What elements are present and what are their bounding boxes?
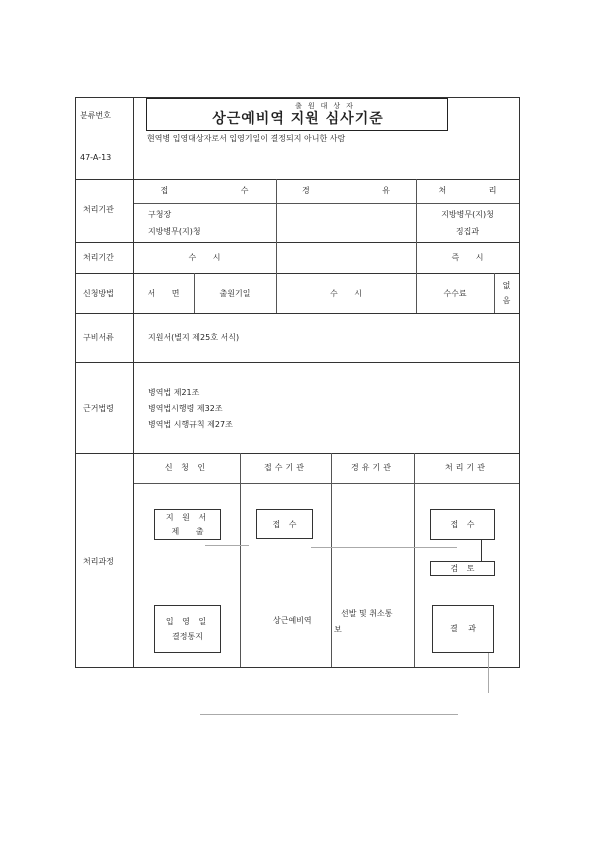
label-column-divider [133,97,134,668]
row-divider-documents [75,313,520,314]
flow-line-1 [205,545,249,546]
period-process: 즉 시 [451,253,484,262]
flow-line-3 [488,653,489,693]
authority-col-via: 경 유 [302,186,390,195]
legal-item: 병역법 제21조 [148,388,200,397]
method-when-value: 수 시 [330,289,362,298]
legal-item: 병역법시행령 제32조 [148,404,223,413]
review-box-label: 검 토 [450,564,475,573]
documents-value: 지원서(별지 제25호 서식) [148,333,240,342]
flow-line-2 [311,547,457,548]
row-divider-process [75,453,520,454]
page-title: 상근예비역 지원 심사기준 [212,111,384,127]
method-fee-label: 수수료 [443,289,467,298]
process-col-divider-1 [240,453,241,667]
notice-box-line2: 결정통지 [172,632,203,641]
authority-col-receive: 접 수 [160,186,249,195]
result-box [432,605,494,653]
via-note-line2: 보 [334,625,342,634]
submit-box-line2: 제 출 [171,527,204,536]
table-left-border [75,97,76,668]
processor-receive-label: 접 수 [450,520,475,529]
receive-authority-1: 구청장 [148,210,172,219]
table-right-border [519,97,520,668]
row-divider-process-header [133,483,520,484]
method-when-label: 출원기일 [219,289,251,298]
process-col-receiver: 접수기관 [264,463,307,472]
subject-text: 현역병 입영대상자로서 입영기일이 결정되지 아니한 사람 [147,134,346,143]
notice-box [154,605,221,653]
title-box [146,98,448,131]
title-ruby: 출원대상자 [295,102,359,110]
classification-code: 47-A-13 [80,153,112,162]
legal-row-label: 근거법령 [83,404,114,413]
method-fee-value-1: 없 [502,281,511,290]
legal-item: 병역법 시행규칙 제27조 [148,420,233,429]
submit-box-line1: 지 원 서 [165,513,210,522]
classification-label: 분류번호 [80,111,111,120]
result-box-label: 결 과 [450,624,476,633]
receive-box [256,509,313,539]
receive-authority-2: 지방병무(지)청 [148,227,201,236]
flow-line-4 [200,714,458,715]
authority-col-process: 처 리 [438,186,497,195]
period-row-label: 처리기간 [83,253,114,262]
process-col-processor: 처리기관 [445,463,488,472]
connector-receive-review [481,540,482,561]
via-note-line1: 선발 및 취소통 [341,609,393,618]
row-divider-period [75,242,520,243]
row-divider-method [75,273,520,274]
process-col-applicant: 신 청 인 [164,463,209,472]
method-fee-value-2: 음 [502,296,511,305]
process-row-label: 처리과정 [83,557,114,566]
authority-row-label: 처리기관 [83,205,114,214]
method-col-divider-4 [494,273,495,313]
method-row-label: 신청방법 [83,289,114,298]
processor-receive-box [430,509,495,540]
submit-application-box [154,509,221,540]
row-divider-authority-sub [133,203,520,204]
process-col-via: 경유기관 [351,463,394,472]
row-divider-legal [75,362,520,363]
process-col-divider-2 [331,453,332,667]
receiver-note: 상근예비역 [273,616,312,625]
table-bottom-border [75,667,520,668]
row-divider-header [75,179,520,180]
period-col-divider-1 [276,242,277,273]
process-authority-1: 지방병무(지)청 [441,210,494,219]
review-box [430,561,495,576]
receive-box-label: 접 수 [272,520,297,529]
method-form: 서 면 [147,289,180,298]
process-authority-2: 징집과 [455,227,480,236]
period-receive: 수 시 [188,253,221,262]
process-col-divider-3 [414,453,415,667]
notice-box-line1: 입 영 일 [165,617,210,626]
documents-row-label: 구비서류 [83,333,114,342]
